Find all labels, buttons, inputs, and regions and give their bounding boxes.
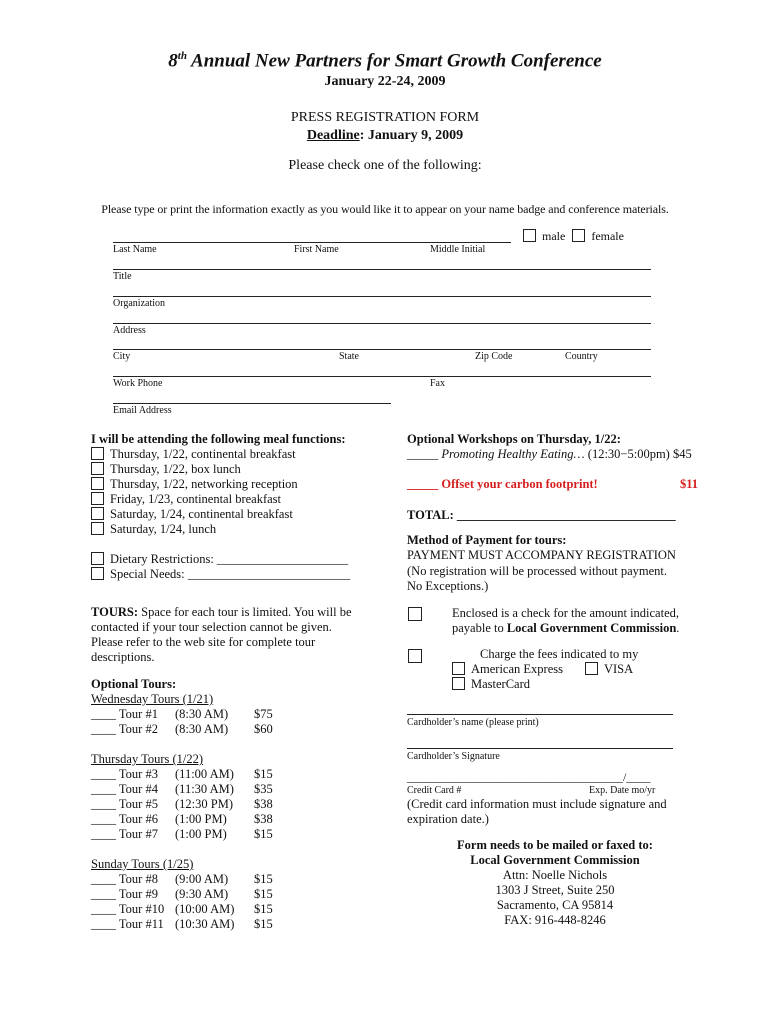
wednesday-tours-title: Wednesday Tours (1/21) <box>91 692 214 706</box>
credit-card-line[interactable]: ____________________________________/____ <box>407 770 651 784</box>
carbon-offset-option[interactable]: _____ Offset your carbon footprint! <box>407 477 598 491</box>
mail-street: 1303 J Street, Suite 250 <box>495 883 615 897</box>
email-label: Email Address <box>113 405 172 416</box>
meal-item[interactable]: Thursday, 1/22, continental breakfast <box>91 447 296 462</box>
female-checkbox[interactable] <box>572 229 585 242</box>
form-name: PRESS REGISTRATION FORM <box>290 110 480 125</box>
gender-options <box>523 229 624 244</box>
tour-row[interactable]: ____ Tour #6 (1:00 PM) $38 <box>91 812 273 826</box>
male-label: male <box>542 229 566 243</box>
exp-date-label: Exp. Date mo/yr <box>589 785 656 796</box>
deadline: Deadline: January 9, 2009 <box>306 128 464 143</box>
address-label: Address <box>113 325 146 336</box>
credit-card-label: Credit Card # <box>407 785 462 796</box>
city-label: City <box>113 351 131 362</box>
zip-label: Zip Code <box>475 351 513 362</box>
organization-line[interactable] <box>113 296 651 297</box>
name-line[interactable] <box>113 242 511 243</box>
country-label: Country <box>565 351 598 362</box>
meal-item[interactable]: Thursday, 1/22, networking reception <box>91 477 298 492</box>
charge-payment-checkbox[interactable] <box>408 649 422 663</box>
meal-checkbox[interactable] <box>91 462 104 475</box>
meal-item[interactable]: Thursday, 1/22, box lunch <box>91 462 241 477</box>
title-line[interactable] <box>113 269 651 270</box>
instructions: Please type or print the information exactly as you would like it to appear on your name badge and conference materials. <box>101 202 669 216</box>
first-name-label: First Name <box>294 244 339 255</box>
fax-label: Fax <box>430 378 445 389</box>
tour-row[interactable]: ____ Tour #8 (9:00 AM) $15 <box>91 872 273 886</box>
tour-row[interactable]: ____ Tour #1 (8:30 AM) $75 <box>91 707 273 721</box>
mail-city: Sacramento, CA 95814 <box>496 898 614 912</box>
check-line-1: Enclosed is a check for the amount indicated, <box>452 606 680 620</box>
work-phone-label: Work Phone <box>113 378 163 389</box>
cardholder-signature-line[interactable] <box>407 748 673 749</box>
meal-checkbox[interactable] <box>91 477 104 490</box>
middle-initial-label: Middle Initial <box>430 244 486 255</box>
tour-row[interactable]: ____ Tour #9 (9:30 AM) $15 <box>91 887 273 901</box>
special-needs[interactable]: Special Needs: __________________________ <box>91 567 350 582</box>
title-label: Title <box>113 271 132 282</box>
check-prompt: Please check one of the following: <box>288 158 482 173</box>
cardholder-name-label: Cardholder’s name (please print) <box>407 717 539 728</box>
special-needs-checkbox[interactable] <box>91 567 104 580</box>
city-line[interactable] <box>113 349 651 350</box>
amex-label: American Express <box>471 662 563 676</box>
male-checkbox[interactable] <box>523 229 536 242</box>
payment-note-2: No Exceptions.) <box>407 579 489 593</box>
mastercard-option <box>452 677 530 692</box>
workshops-heading: Optional Workshops on Thursday, 1/22: <box>407 432 621 446</box>
mastercard-label: MasterCard <box>471 677 531 691</box>
optional-tours-heading: Optional Tours: <box>91 677 177 691</box>
payment-heading: Method of Payment for tours: <box>407 533 567 547</box>
cardholder-signature-label: Cardholder’s Signature <box>407 751 500 762</box>
meals-heading: I will be attending the following meal functions: <box>91 432 346 446</box>
check-line-2: payable to Local Government Commission. <box>452 621 680 635</box>
mail-fax: FAX: 916-448-8246 <box>504 913 606 927</box>
workshop-healthy-eating[interactable]: _____ Promoting Healthy Eating… (12:30−5:00pm) $45 <box>407 447 692 461</box>
payment-note-1: (No registration will be processed without payment. <box>407 564 668 578</box>
tour-row[interactable]: ____ Tour #11 (10:30 AM) $15 <box>91 917 273 931</box>
meal-checkbox[interactable] <box>91 447 104 460</box>
conference-title: 8th Annual New Partners for Smart Growth Conference <box>168 50 602 72</box>
mail-attn: Attn: Noelle Nichols <box>502 868 608 882</box>
phone-line[interactable] <box>113 376 651 377</box>
email-line[interactable] <box>113 403 391 404</box>
conference-dates: January 22-24, 2009 <box>324 74 446 89</box>
meal-checkbox[interactable] <box>91 522 104 535</box>
tour-row[interactable]: ____ Tour #4 (11:30 AM) $35 <box>91 782 273 796</box>
visa-checkbox[interactable] <box>585 662 598 675</box>
amex-checkbox[interactable] <box>452 662 465 675</box>
check-payment-checkbox[interactable] <box>408 607 422 621</box>
tours-note: TOURS: Space for each tour is limited. You will be contacted if your tour selection cannot be given. Please refer to the web site for complete tour descriptions. <box>91 605 352 664</box>
tour-row[interactable]: ____ Tour #10 (10:00 AM) $15 <box>91 902 273 916</box>
dietary-checkbox[interactable] <box>91 552 104 565</box>
card-options <box>452 662 633 677</box>
tour-row[interactable]: ____ Tour #3 (11:00 AM) $15 <box>91 767 273 781</box>
dietary-restrictions[interactable]: Dietary Restrictions: _____________________ <box>91 552 348 567</box>
state-label: State <box>339 351 359 362</box>
meal-item[interactable]: Friday, 1/23, continental breakfast <box>91 492 281 507</box>
thursday-tours-title: Thursday Tours (1/22) <box>91 752 204 766</box>
tour-row[interactable]: ____ Tour #7 (1:00 PM) $15 <box>91 827 273 841</box>
meal-checkbox[interactable] <box>91 507 104 520</box>
address-line[interactable] <box>113 323 651 324</box>
sunday-tours-title: Sunday Tours (1/25) <box>91 857 194 871</box>
female-label: female <box>591 229 624 243</box>
charge-text: Charge the fees indicated to my <box>480 647 639 661</box>
payment-must: PAYMENT MUST ACCOMPANY REGISTRATION <box>407 548 676 562</box>
mail-line-1: Form needs to be mailed or faxed to: <box>457 838 653 852</box>
organization-label: Organization <box>113 298 166 309</box>
total-field[interactable]: TOTAL: ___________________________________ <box>407 508 676 522</box>
mastercard-checkbox[interactable] <box>452 677 465 690</box>
cc-note-2: expiration date.) <box>407 812 489 826</box>
tour-row[interactable]: ____ Tour #2 (8:30 AM) $60 <box>91 722 273 736</box>
cc-note-1: (Credit card information must include signature and <box>407 797 667 811</box>
mail-org: Local Government Commission <box>470 853 640 867</box>
cardholder-name-line[interactable] <box>407 714 673 715</box>
visa-label: VISA <box>603 662 634 676</box>
meal-item[interactable]: Saturday, 1/24, continental breakfast <box>91 507 293 522</box>
meal-checkbox[interactable] <box>91 492 104 505</box>
carbon-offset-price: $11 <box>680 477 699 491</box>
tour-row[interactable]: ____ Tour #5 (12:30 PM) $38 <box>91 797 273 811</box>
meal-item[interactable]: Saturday, 1/24, lunch <box>91 522 216 537</box>
last-name-label: Last Name <box>113 244 157 255</box>
